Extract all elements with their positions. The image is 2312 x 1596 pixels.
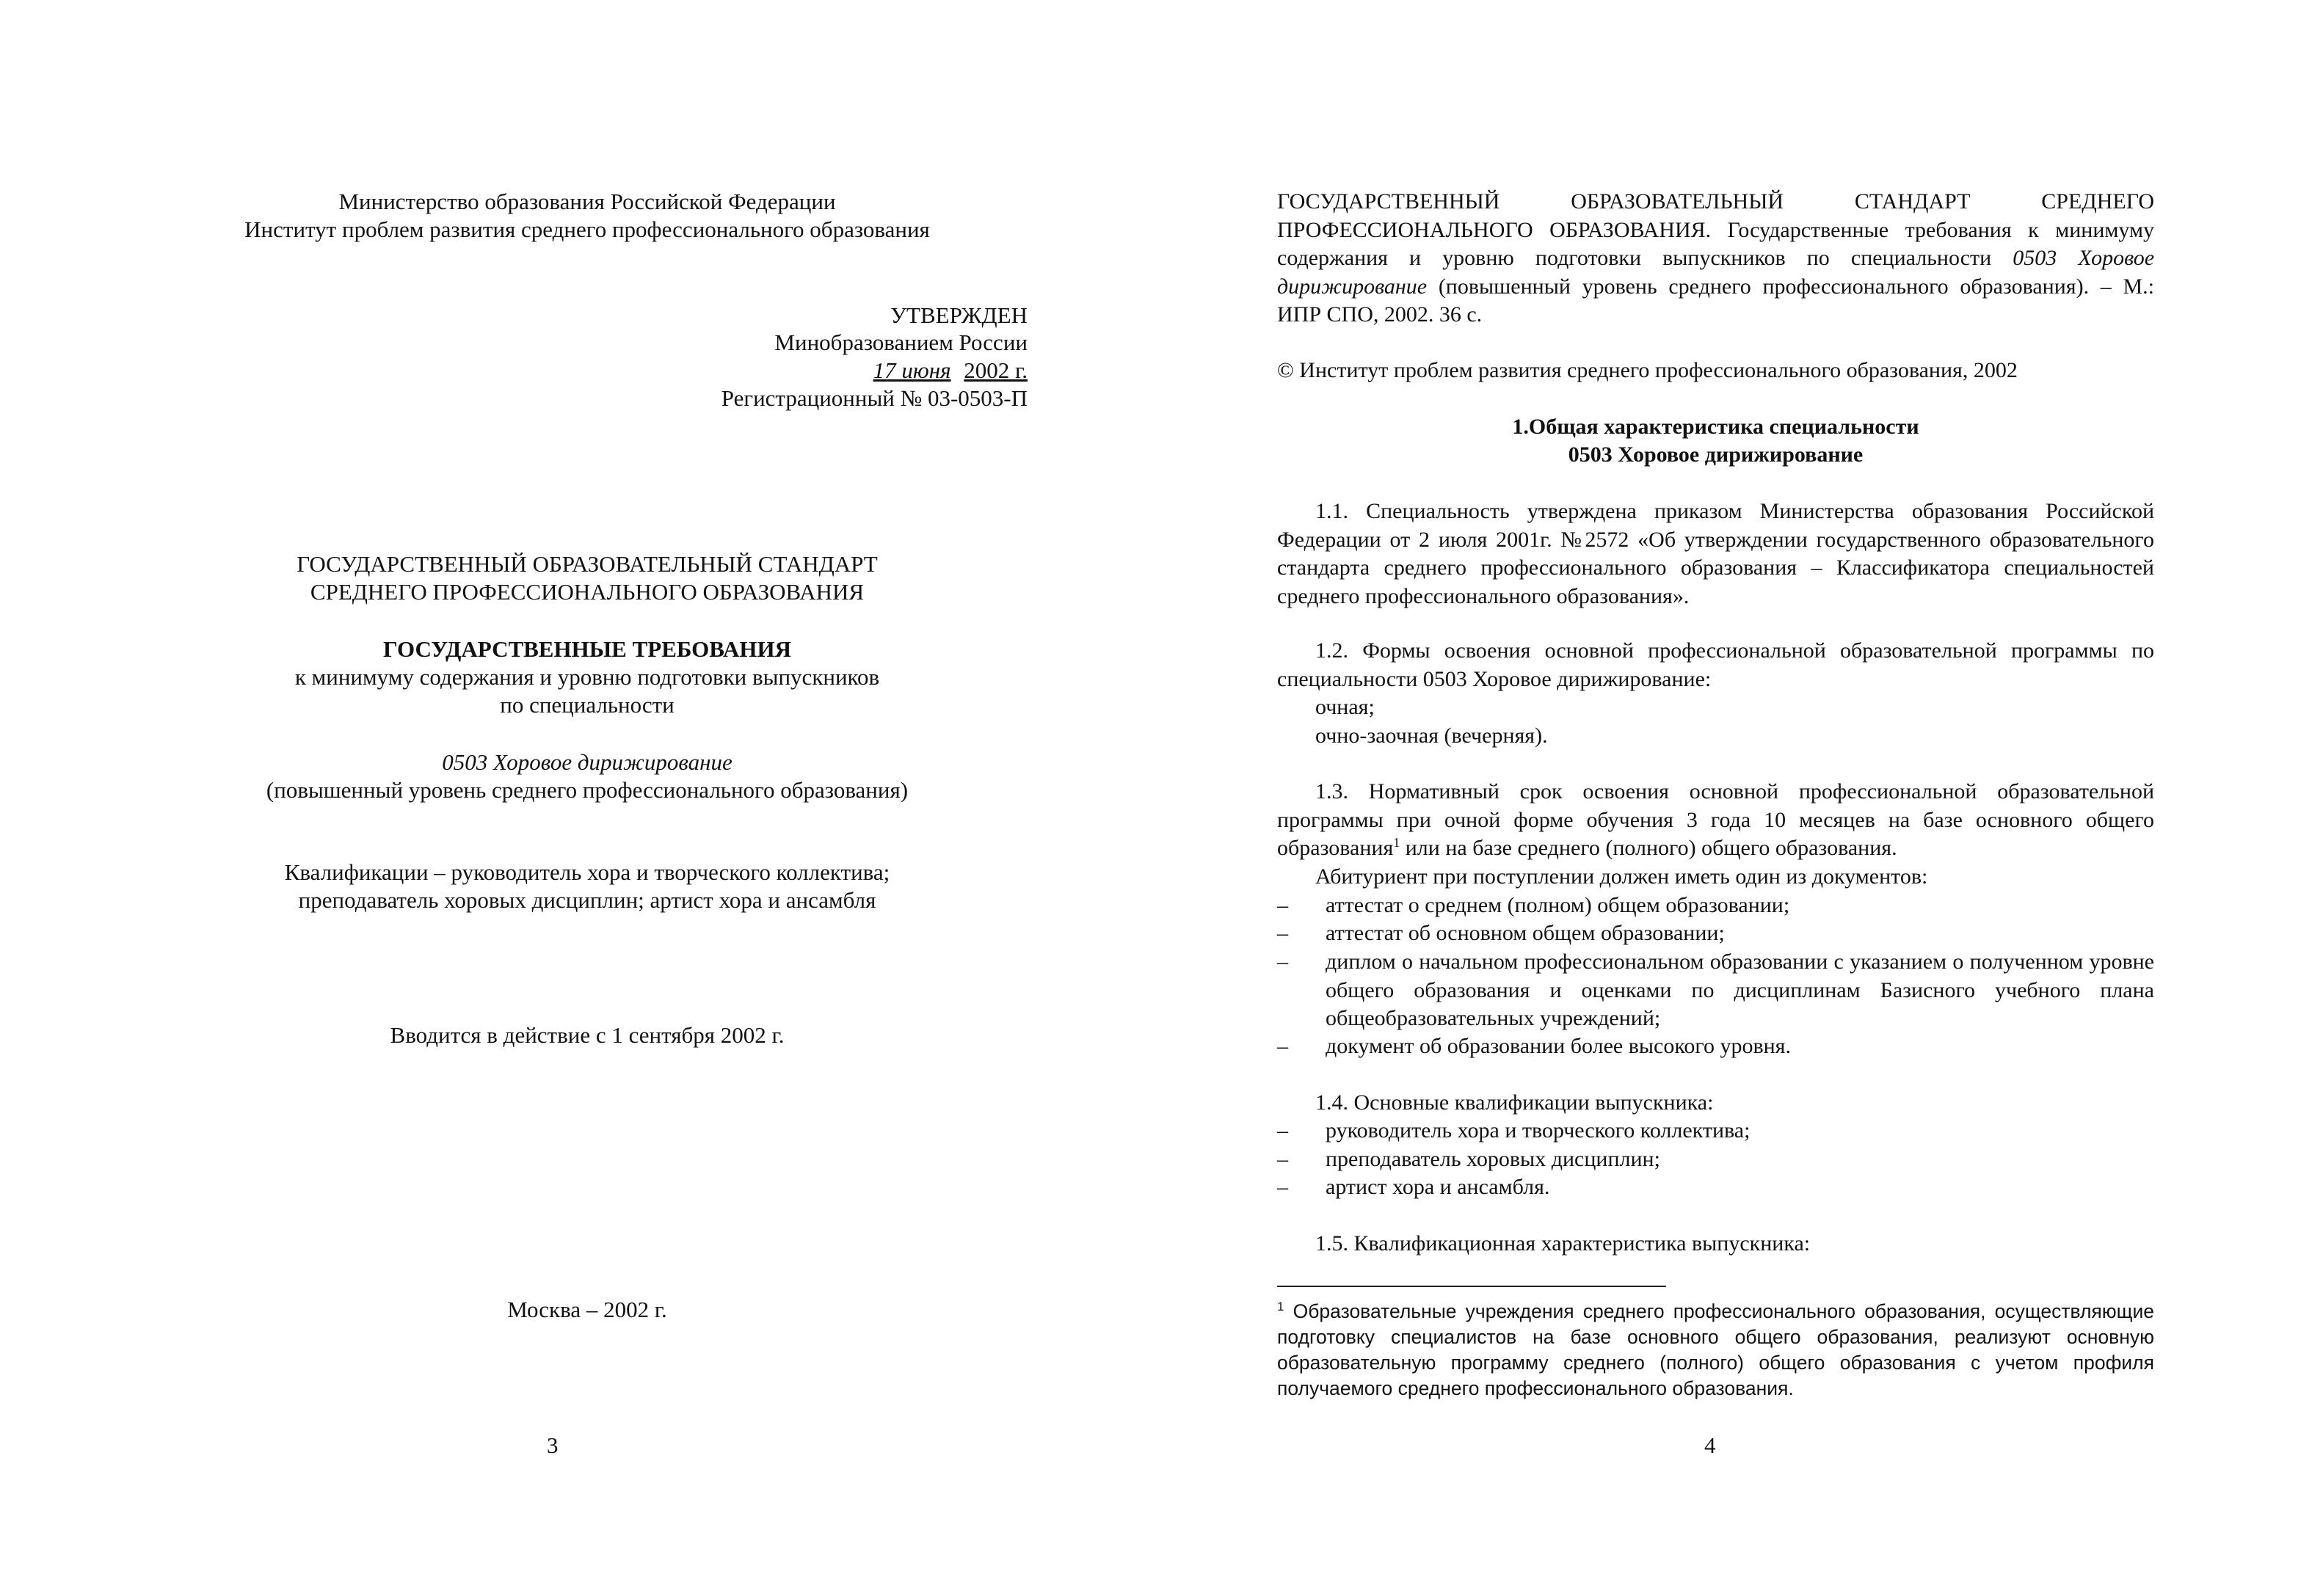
list-item — [1277, 1032, 2154, 1061]
dash-marker: – — [1277, 950, 1288, 974]
list-item-text: аттестат о среднем (полном) общем образовании; — [1326, 893, 1790, 917]
dash-marker: – — [1277, 893, 1288, 917]
list-item-text: преподаватель хоровых дисциплин; — [1326, 1147, 1660, 1171]
institute-name: Институт проблем развития среднего профессионального образования — [244, 216, 930, 242]
requirements-subtitle-1: к минимуму содержания и уровню подготовки выпускников — [294, 664, 880, 690]
paragraph-1-5: 1.5. Квалификационная характеристика выпускника: — [1315, 1231, 1811, 1256]
page-number-left: 3 — [547, 1432, 559, 1458]
footnote-reference: 1 — [1393, 835, 1400, 850]
approved-word: УТВЕРЖДЕН — [890, 302, 1028, 328]
form-evening: очно-заочная (вечерняя). — [1315, 724, 1548, 748]
paragraph-1-4: 1.4. Основные квалификации выпускника: — [1315, 1090, 1714, 1115]
footnote-mark: 1 — [1277, 1300, 1284, 1314]
education-level: (повышенный уровень среднего профессионального образования) — [266, 777, 909, 803]
standard-title-line-2: СРЕДНЕГО ПРОФЕССИОНАЛЬНОГО ОБРАЗОВАНИЯ — [310, 579, 865, 605]
page-number-right: 4 — [1704, 1432, 1716, 1458]
requirements-subtitle-2: по специальности — [500, 692, 675, 718]
dash-marker: – — [1277, 1118, 1288, 1143]
footnote-divider — [1277, 1286, 1666, 1287]
list-item-text: аттестат об основном общем образовании; — [1326, 921, 1725, 945]
list-item — [1277, 948, 2154, 1033]
paragraph-1-3-end: или на базе среднего (полного) общего образования. — [1400, 836, 1897, 860]
standard-title-line-1: ГОСУДАРСТВЕННЫЙ ОБРАЗОВАТЕЛЬНЫЙ СТАНДАРТ — [297, 551, 878, 577]
dash-marker: – — [1277, 1147, 1288, 1171]
list-item — [1277, 892, 2154, 920]
qualifications-line-1: Квалификации – руководитель хора и творческого коллектива; — [284, 859, 890, 885]
list-item-text: документ об образовании более высокого уровня. — [1326, 1034, 1791, 1058]
paragraph-1-1: 1.1. Специальность утверждена приказом Министерства образования Российской Федерации от 2 июля 2001г. №2572 «Об утверждении государственного образовательного стандарта среднего профессионального образования – Классификатора специальностей среднего профессионального образования». — [1277, 499, 2154, 608]
approval-date-day: 17 июня — [873, 357, 951, 383]
applicant-note: Абитуриент при поступлении должен иметь один из документов: — [1315, 864, 1928, 889]
paragraph-1-3 — [1277, 778, 2154, 863]
list-item — [1277, 1117, 2154, 1145]
dash-marker: – — [1277, 1034, 1288, 1058]
section-title-line-2: 0503 Хоровое дирижирование — [1568, 442, 1864, 467]
footnote-text: Образовательные учреждения среднего профессионального образования, осуществляющие подготовку специалистов на базе основного общего образования, реализуют основную образовательную программу среднего (полного) общего образования с учетом профиля получаемого среднего профессионального образования. — [1277, 1300, 2154, 1399]
qualifications-line-2: преподаватель хоровых дисциплин; артист хора и ансамбля — [298, 887, 876, 913]
list-item — [1277, 919, 2154, 948]
list-item-text: артист хора и ансамбля. — [1326, 1175, 1550, 1199]
footnote — [1277, 1299, 2154, 1402]
ministry-name: Министерство образования Российской Федерации — [338, 189, 836, 214]
city-year: Москва – 2002 г. — [507, 1297, 667, 1322]
approval-date — [514, 357, 1028, 385]
requirements-title: ГОСУДАРСТВЕННЫЕ ТРЕБОВАНИЯ — [383, 636, 791, 662]
form-full-time: очная; — [1315, 695, 1375, 719]
citation — [1277, 188, 2154, 329]
paragraph-1-3-text: 1.3. Нормативный срок освоения основной профессиональной образовательной программы при очной форме обучения 3 года 10 месяцев на базе основного общего образования — [1277, 779, 2154, 860]
list-item — [1277, 1173, 2154, 1202]
effective-date: Вводится в действие с 1 сентября 2002 г. — [390, 1022, 785, 1048]
dash-marker: – — [1277, 1175, 1288, 1199]
approval-date-year: 2002 г. — [964, 357, 1028, 383]
dash-marker: – — [1277, 921, 1288, 945]
citation-specialty: 0503 Хоровое дирижирование — [1277, 246, 2155, 299]
list-item-text: руководитель хора и творческого коллектива; — [1326, 1118, 1751, 1143]
citation-text: ГОСУДАРСТВЕННЫЙ ОБРАЗОВАТЕЛЬНЫЙ СТАНДАРТ СРЕДНЕГО ПРОФЕССИОНАЛЬНОГО ОБРАЗОВАНИЯ. Государственные требования к минимуму содержания и уровню подготовки выпускников по специальности — [1277, 189, 2154, 270]
registration-number: Регистрационный № 03-0503-П — [721, 385, 1028, 411]
paragraph-1-2: 1.2. Формы освоения основной профессиональной образовательной программы по специальности 0503 Хоровое дирижирование: — [1277, 638, 2154, 691]
list-item — [1277, 1145, 2154, 1174]
citation-publisher: (повышенный уровень среднего профессионального образования). – М.: ИПР СПО, 2002. 36 с. — [1277, 274, 2154, 327]
copyright: © Институт проблем развития среднего профессионального образования, 2002 — [1277, 358, 2018, 382]
approved-by: Минобразованием России — [774, 329, 1028, 355]
specialty-name: 0503 Хоровое дирижирование — [442, 749, 733, 775]
section-title-line-1: 1.Общая характеристика специальности — [1512, 415, 1919, 439]
list-item-text: диплом о начальном профессиональном образовании с указанием о полученном уровне общего образования и оценками по дисциплинам Базисного учебного плана общеобразовательных учреждений; — [1326, 950, 2154, 1030]
